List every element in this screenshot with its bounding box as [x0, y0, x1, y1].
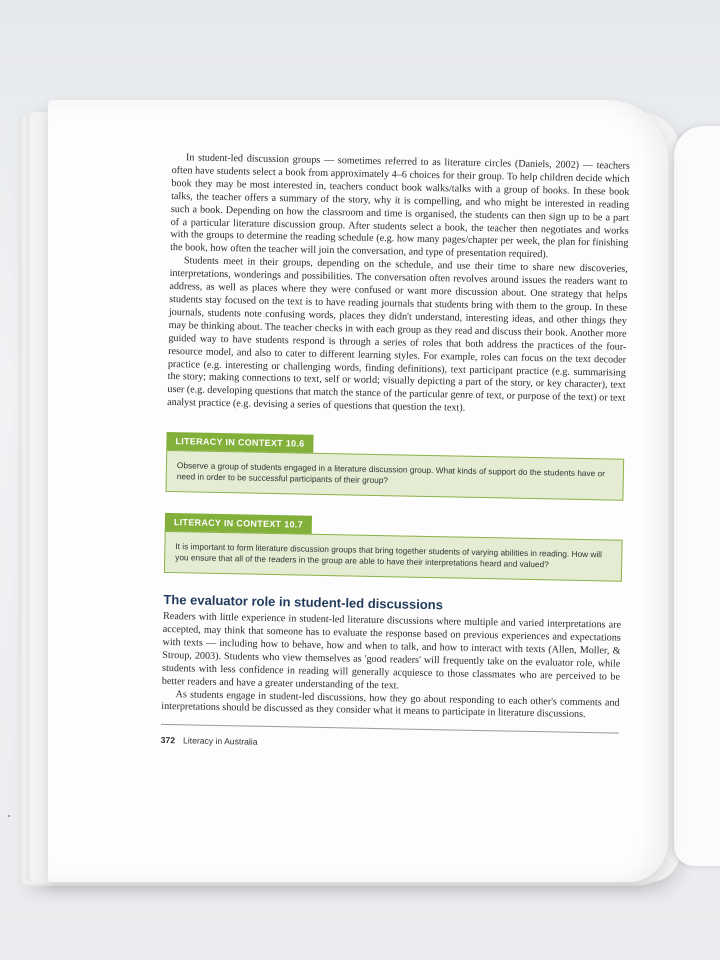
- body-paragraph: Students meet in their groups, depending on the schedule, and use their time to share new discoveries, interpretations, wonderings and possibilities. The conversation often revolves around issues the readers want to address, as well as places where they were confused or want more discussion about. One strategy that helps students stay focused on the text is to have reading journals that students bring with them to the group. In these journals, students note confusing words, places they didn't understand, interesting ideas, and other things they may be thinking about. The teacher checks in with each group as they read and discuss their book. Another more guided way to have students respond is through a series of roles that both address the practices of the four-resource model, and also to cater to different learning styles. For example, roles can focus on the text decoder practice (e.g. interesting or challenging words, finding definitions), text participant practice (e.g. summarising the story; making connections to text, self or world; visually depicting a part of the story, or key character), text user (e.g. developing questions that match the stance of the particular genre of text, or purpose of the text) or text analyst practice (e.g. devising a series of questions that question the text).: [167, 255, 628, 414]
- box-text: It is important to form literature discussion groups that bring together students of varying abilities in reading. How will you ensure that all of the readers in the group are able to have their interpretations heard and valued?: [164, 531, 623, 582]
- page-content: [161, 152, 630, 754]
- literacy-in-context-box: [165, 431, 624, 501]
- section-heading: The evaluator role in student-led discussions: [163, 592, 444, 613]
- body-paragraph: Readers with little experience in student-led literature discussions where multiple and varied interpretations are accepted, may think that someone has to evaluate the response based on previous experiences and expectations with texts — including how to behave, how and when to talk, and how to interact with texts (Allen, Moller, & Stroup, 2003). Students who view themselves as 'good readers' will frequently take on the evaluator role, while students with less confidence in reading will generally acquiesce to those classmates who are perceived to be better readers and have a greater understanding of the text.: [161, 611, 622, 692]
- page-number: 372: [160, 735, 176, 746]
- body-paragraph: In student-led discussion groups — sometimes referred to as literature circles (Daniels, 2002) — teachers often have students select a book from approximately 4–6 choices for their group. To help children decide which book they may be most interested in, teachers conduct book walks/talks with a group of books. In these book talks, the teacher offers a summary of the story, why it is compelling, and who might be interested in reading such a book. Depending on how the classroom and time is organised, the students can then sign up to be a part of a particular literature discussion group. After students select a book, the teacher then negotiates and works with the groups to determine the reading schedule (e.g. how many pages/chapter per week, the plan for finishing the book, how often the teacher will join the conversation, and type of presentation required).: [170, 152, 630, 261]
- literacy-in-context-box: [164, 512, 623, 582]
- box-label: LITERACY IN CONTEXT 10.6: [166, 432, 313, 453]
- box-text: Observe a group of students engaged in a literature discussion group. What kinds of support do the students have or need in order to be successful participants of their group?: [165, 450, 624, 501]
- facing-page-edge: [674, 126, 720, 866]
- body-paragraph: As students engage in student-led discussions, how they go about responding to each other's comments and interpretations should be discussed as they consider what it means to participate in literature discussions.: [161, 688, 620, 721]
- box-label: LITERACY IN CONTEXT 10.7: [165, 513, 312, 534]
- running-title: Literacy in Australia: [182, 735, 258, 748]
- dust-speck: [8, 815, 10, 817]
